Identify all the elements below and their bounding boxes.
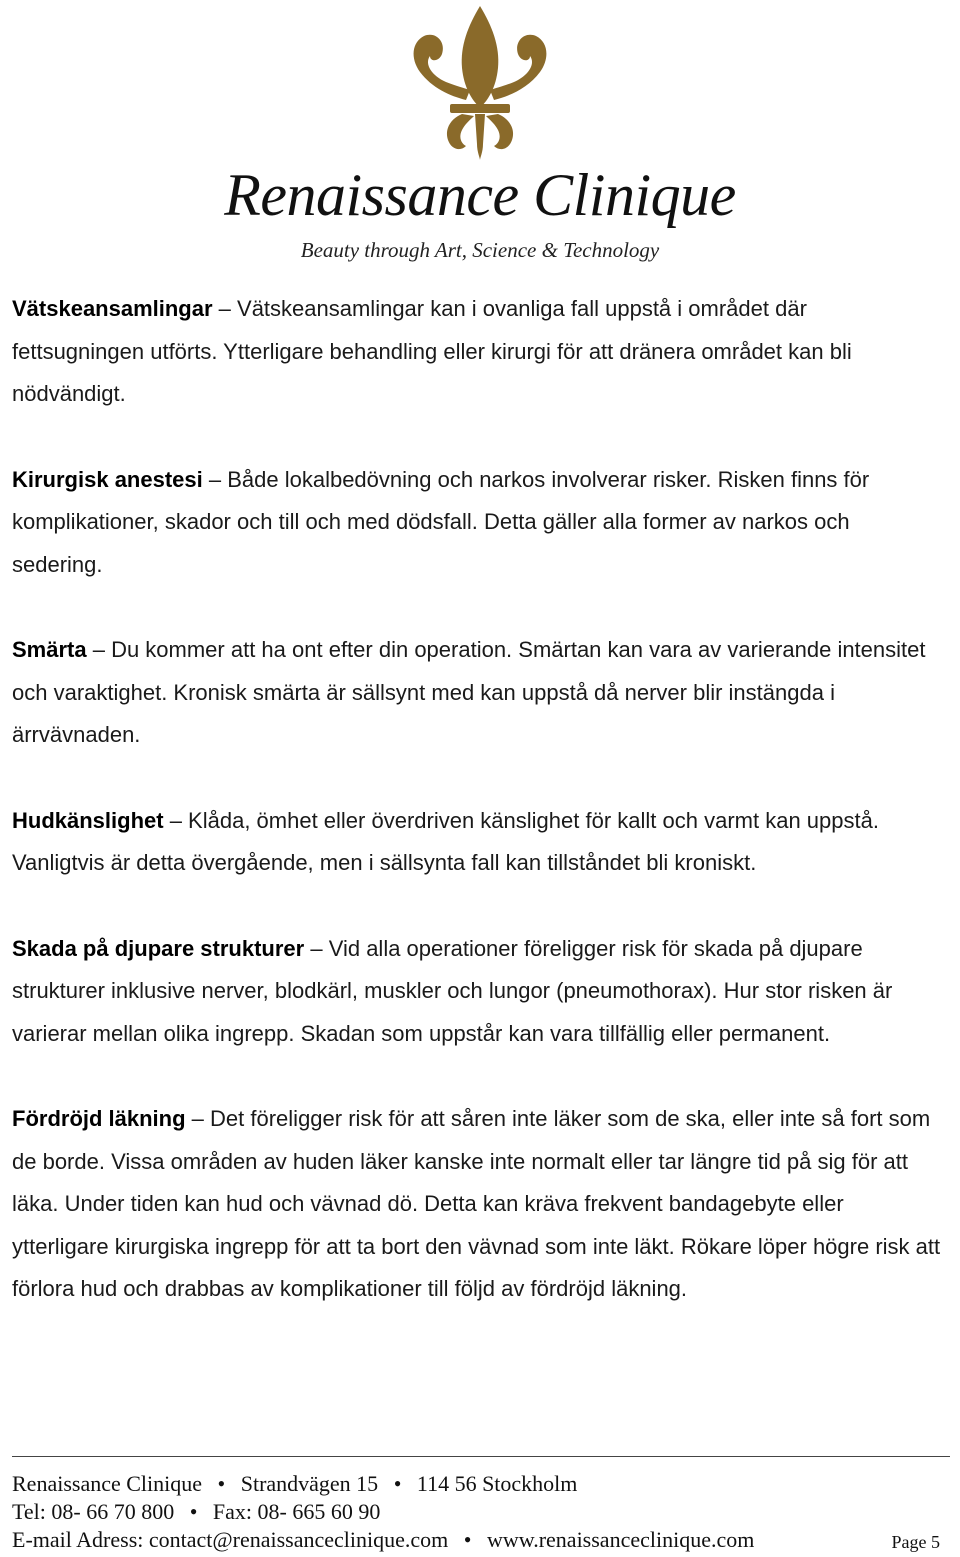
section-anesthesia xyxy=(12,459,942,587)
section-fluid-accumulation xyxy=(12,288,942,416)
footer-email[interactable]: E-mail Adress: contact@renaissanceclinique.com xyxy=(12,1527,449,1552)
section-deep-structures xyxy=(12,928,942,1056)
footer-address-line xyxy=(12,1470,952,1498)
section-delayed-healing xyxy=(12,1098,942,1311)
section-text: Det föreligger risk för att såren inte läker som de ska, eller inte så fort som de borde. Vissa områden av huden läker kanske inte normalt eller tar längre tid på sig för att läka. Under tiden kan hud och vävnad dö. Detta kan kräva frekvent bandagebyte eller ytterligare kirurgiska ingrepp för att ta bort den vävnad som inte läkt. Rökare löper högre risk att förlora hud och drabbas av komplikationer till följd av fördröjd läkning. xyxy=(12,1106,941,1301)
section-skin-sensitivity xyxy=(12,800,942,885)
footer-bullet: • xyxy=(189,1499,198,1524)
footer-bullet: • xyxy=(463,1527,472,1552)
fleur-de-lis-icon xyxy=(390,4,570,164)
footer-phone-line xyxy=(12,1498,952,1526)
section-term: Skada på djupare strukturer xyxy=(12,935,305,961)
footer-bullet: • xyxy=(217,1471,226,1496)
document-body xyxy=(12,288,942,1354)
section-dash: – xyxy=(163,807,189,833)
footer-clinic: Renaissance Clinique xyxy=(12,1471,203,1496)
footer-contact-line xyxy=(12,1526,952,1554)
footer-phone: Tel: 08- 66 70 800 xyxy=(12,1499,175,1524)
section-dash: – xyxy=(185,1106,211,1131)
section-term: Fördröjd läkning xyxy=(12,1106,186,1131)
footer-divider xyxy=(12,1456,950,1457)
footer-postal: 114 56 Stockholm xyxy=(416,1471,578,1496)
section-dash: – xyxy=(304,935,329,961)
section-term: Vätskeansamlingar xyxy=(12,296,213,321)
page-footer xyxy=(12,1470,952,1554)
brand-tagline: Beauty through Art, Science & Technology xyxy=(300,238,660,262)
section-text: Vätskeansamlingar kan i ovanliga fall uppstå i området där fettsugningen utförts. Ytterligare behandling eller kirurgi för att dränera området kan bli nödvändigt. xyxy=(12,296,852,406)
brand-name: Renaissance Clinique xyxy=(224,162,736,228)
footer-bullet: • xyxy=(393,1471,402,1496)
footer-website[interactable]: www.renaissanceclinique.com xyxy=(486,1527,755,1552)
section-text: Både lokalbedövning och narkos involverar risker. Risken finns för komplikationer, skador och till och med dödsfall. Detta gäller alla former av narkos och sedering. xyxy=(12,466,870,577)
section-dash: – xyxy=(212,296,238,321)
page-number: Page 5 xyxy=(891,1532,940,1552)
section-text: Du kommer att ha ont efter din operation. Smärtan kan vara av varierande intensitet och varaktighet. Kronisk smärta är sällsynt med kan uppstå då nerver blir instängda i ärrvävnaden. xyxy=(12,637,926,747)
section-term: Smärta xyxy=(12,637,87,662)
section-dash: – xyxy=(202,466,228,492)
section-dash: – xyxy=(86,637,112,662)
section-pain xyxy=(12,629,942,757)
section-text: Klåda, ömhet eller överdriven känslighet för kallt och varmt kan uppstå. Vanligtvis är detta övergående, men i sällsynta fall kan tillståndet bli kroniskt. xyxy=(12,807,879,875)
section-term: Kirurgisk anestesi xyxy=(12,466,203,492)
section-text: Vid alla operationer föreligger risk för skada på djupare strukturer inklusive nerver, blodkärl, muskler och lungor (pneumothorax). Hur stor risken är varierar mellan olika ingrepp. Skadan som uppstår kan vara tillfällig eller permanent. xyxy=(12,935,893,1046)
page-header xyxy=(0,0,960,280)
footer-street: Strandvägen 15 xyxy=(240,1471,379,1496)
footer-fax: Fax: 08- 665 60 90 xyxy=(212,1499,381,1524)
section-term: Hudkänslighet xyxy=(12,807,164,833)
